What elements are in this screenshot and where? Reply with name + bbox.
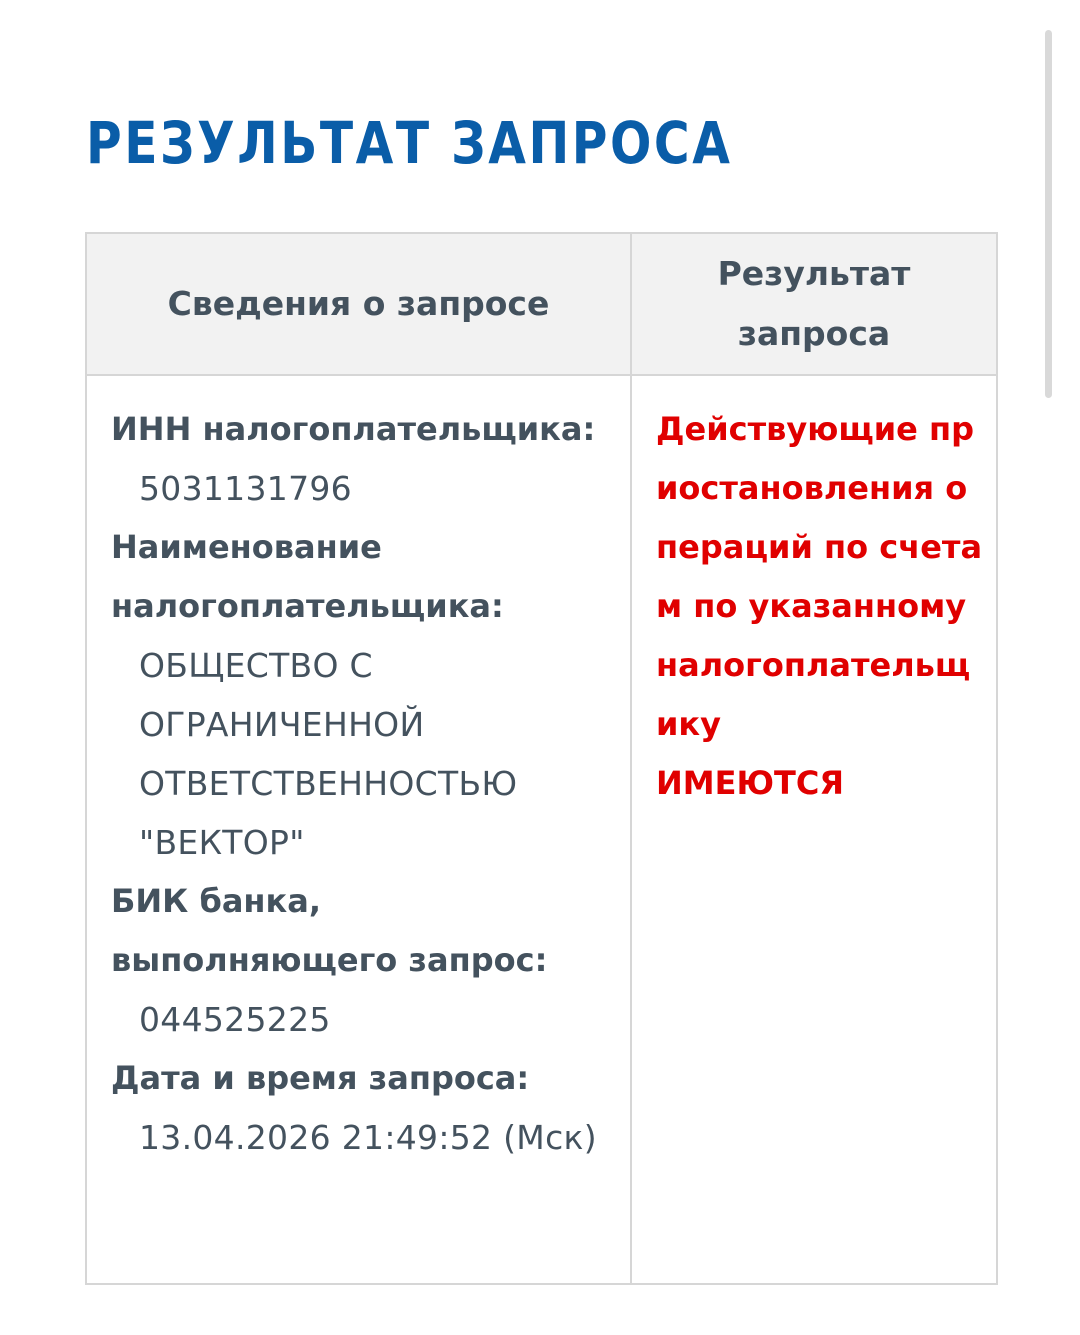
header-request-info: Сведения о запросе — [86, 233, 631, 375]
vertical-scrollbar[interactable] — [1045, 30, 1052, 398]
request-datetime-value: 13.04.2026 21:49:52 (Мск) — [139, 1118, 597, 1157]
request-result-cell — [631, 375, 997, 1284]
request-info-cell — [86, 375, 631, 1284]
inn-label: ИНН налогоплательщика: — [111, 410, 596, 448]
page-title: РЕЗУЛЬТАТ ЗАПРОСА — [86, 109, 733, 177]
result-status-text: Действующие приостановления операций по счетам по указанному налогоплательщику ИМЕЮТСЯ — [656, 410, 983, 802]
inn-value: 5031131796 — [139, 469, 352, 508]
taxpayer-name-value: ОБЩЕСТВО С ОГРАНИЧЕННОЙ ОТВЕТСТВЕННОСТЬЮ "ВЕКТОР" — [139, 646, 518, 862]
request-datetime-label: Дата и время запроса: — [111, 1059, 530, 1097]
bik-value: 044525225 — [139, 1000, 331, 1039]
table-header-row — [86, 233, 997, 375]
header-request-result: Результат запроса — [631, 233, 997, 375]
result-table — [85, 232, 998, 1285]
taxpayer-name-label: Наименование налогоплательщика: — [111, 528, 504, 625]
bik-label: БИК банка, выполняющего запрос: — [111, 882, 548, 979]
table-row — [86, 375, 997, 1284]
